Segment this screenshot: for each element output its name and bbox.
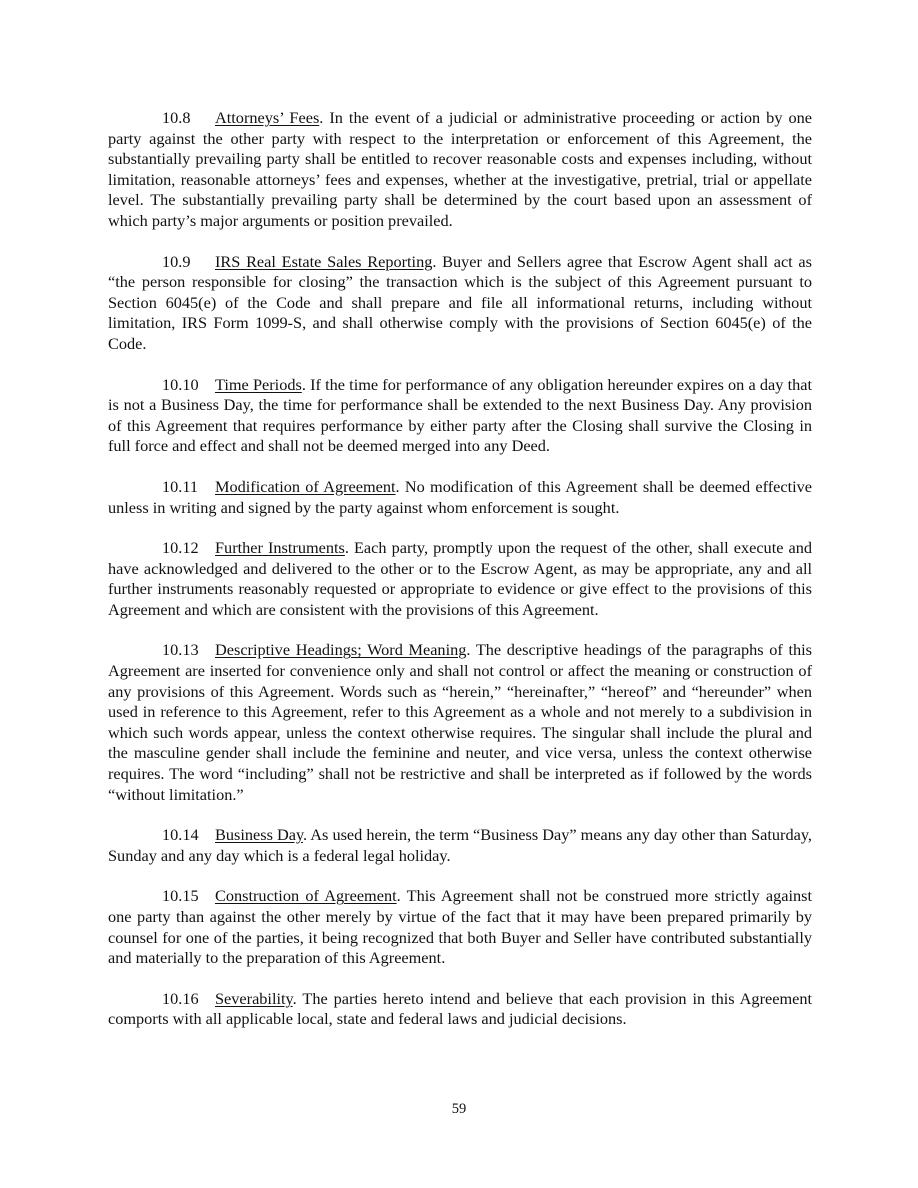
- section-body: . In the event of a judicial or administrative proceeding or action by one party against the other party with respect to the interpretation or enforcement of this Agreement, the substantially prevailing party shall be entitled to recover reasonable costs and expenses including, without limitation, reasonable attorneys’ fees and expenses, whether at the investigative, pretrial, trial or appellate level. The substantially prevailing party shall be determined by the court based upon an assessment of which party’s major arguments or position prevailed.: [108, 108, 812, 230]
- section-10-9: [108, 252, 812, 355]
- section-heading: Descriptive Headings; Word Meaning: [215, 640, 467, 660]
- section-10-11: [108, 477, 812, 518]
- section-10-8: [108, 108, 812, 232]
- section-10-12: [108, 538, 812, 620]
- section-10-13: [108, 640, 812, 805]
- section-heading: Severability: [215, 988, 293, 1008]
- section-heading: Business Day: [215, 825, 304, 845]
- section-10-14: [108, 825, 812, 866]
- section-body: . As used herein, the term “Business Day” means any day other than Saturday, Sunday and any day which is a federal legal holiday.: [108, 825, 813, 865]
- section-number: 10.9: [162, 251, 191, 271]
- section-heading: Further Instruments: [215, 538, 345, 558]
- section-number: 10.8: [162, 108, 191, 127]
- section-number: 10.14: [162, 825, 199, 845]
- section-heading: Attorneys’ Fees: [215, 108, 320, 127]
- section-number: 10.16: [162, 988, 199, 1008]
- section-number: 10.13: [162, 640, 199, 660]
- section-body: . No modification of this Agreement shall be deemed effective unless in writing and signed by the party against whom enforcement is sought.: [108, 476, 813, 517]
- section-heading: Time Periods: [215, 374, 302, 394]
- section-heading: Construction of Agreement: [215, 886, 397, 906]
- page-number: 59: [451, 1101, 467, 1117]
- section-heading: IRS Real Estate Sales Reporting: [215, 251, 433, 271]
- section-body: . Buyer and Sellers agree that Escrow Agent shall act as “the person responsible for closing” the transaction which is the subject of this Agreement pursuant to Section 6045(e) of the Code and shall prepare and file all informational returns, including without limitation, IRS Form 1099-S, and shall otherwise comply with the provisions of Section 6045(e) of the Code.: [108, 251, 812, 353]
- section-10-15: [108, 886, 812, 968]
- section-10-10: [108, 375, 812, 457]
- section-number: 10.11: [162, 476, 199, 496]
- section-number: 10.15: [162, 886, 199, 906]
- section-body: . This Agreement shall not be construed more strictly against one party than against the other merely by virtue of the fact that it may have been prepared primarily by counsel for one of the parties, it being recognized that both Buyer and Seller have contributed substantially and materially to the preparation of this Agreement.: [108, 886, 812, 968]
- section-body: . Each party, promptly upon the request of the other, shall execute and have acknowledged and delivered to the other or to the Escrow Agent, as may be appropriate, any and all further instruments reasonably requested or appropriate to evidence or give effect to the provisions of this Agreement and which are consistent with the provisions of this Agreement.: [108, 538, 813, 619]
- section-number: 10.10: [162, 374, 199, 394]
- section-body: . The parties hereto intend and believe that each provision in this Agreement comports with all applicable local, state and federal laws and judicial decisions.: [108, 988, 812, 1029]
- section-10-16: [108, 989, 812, 1030]
- section-heading: Modification of Agreement: [215, 476, 396, 496]
- section-body: . If the time for performance of any obligation hereunder expires on a day that is not a Business Day, the time for performance shall be extended to the next Business Day. Any provision of this Agreement that requires performance by either party after the Closing shall survive the Closing in full force and effect and shall not be deemed merged into any Deed.: [108, 374, 813, 456]
- section-body: . The descriptive headings of the paragraphs of this Agreement are inserted for convenience only and shall not control or affect the meaning or construction of any provisions of this Agreement. Words such as “herein,” “hereinafter,” “hereof” and “hereunder” when used in reference to this Agreement, refer to this Agreement as a whole and not merely to a subdivision in which such words appear, unless the context otherwise requires. The singular shall include the plural and the masculine gender shall include the feminine and neuter, and vice versa, unless the context otherwise requires. The word “including” shall not be restrictive and shall be interpreted as if followed by the words “without limitation.”: [108, 640, 812, 804]
- section-number: 10.12: [162, 538, 199, 558]
